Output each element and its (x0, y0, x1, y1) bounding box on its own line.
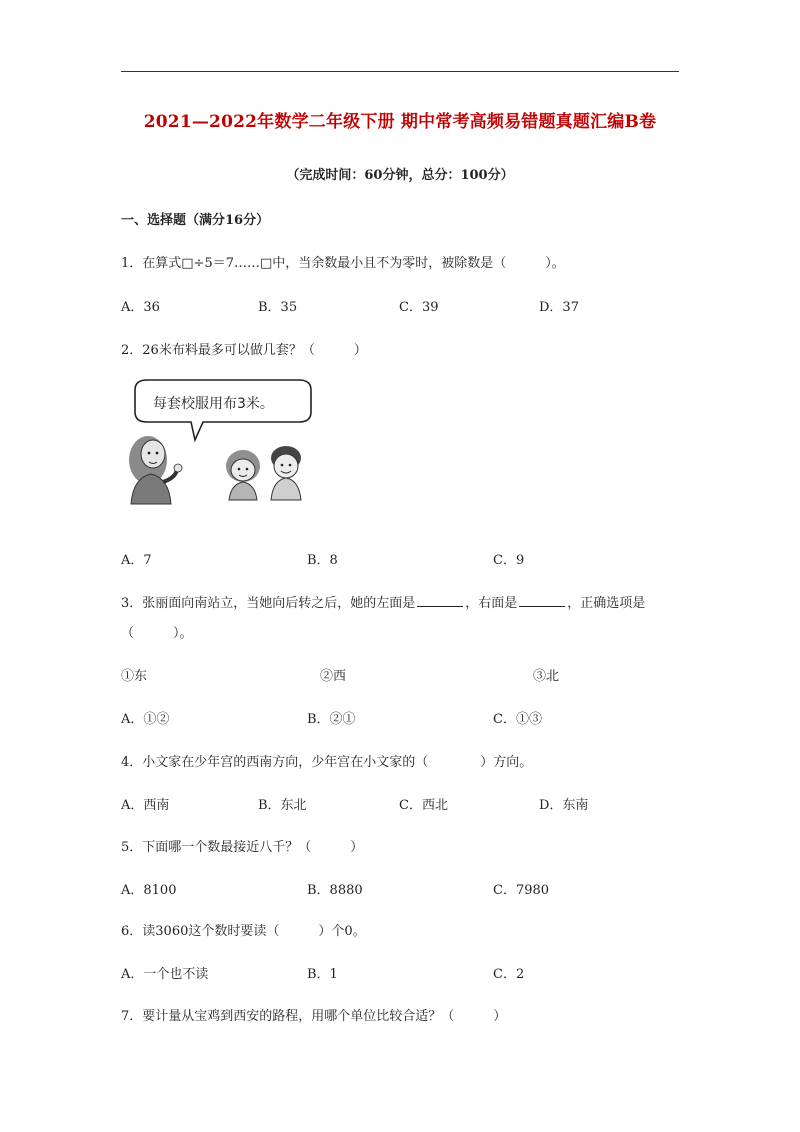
q3-option-c: C．①③ (493, 712, 542, 727)
q5-option-c: C．7980 (493, 883, 550, 898)
q5-option-b: B．8880 (307, 883, 363, 898)
question-6: 6．读3060这个数时要读（ ）个0。 (121, 924, 366, 939)
q3-text-c: ，正确选项是 (567, 596, 646, 611)
section-heading: 一、选择题（满分16分） (121, 213, 270, 228)
q3-option-b: B．②① (307, 712, 356, 727)
q6-option-a: A．一个也不读 (121, 967, 209, 982)
question-3-cont: （ ）。 (121, 626, 193, 641)
q6-option-b: B．1 (307, 967, 338, 982)
q6-option-c: C．2 (493, 967, 525, 982)
q4-option-b: B．东北 (258, 798, 307, 813)
page-title: 2021—2022年数学二年级下册 期中常考高频易错题真题汇编B卷 (143, 112, 657, 132)
q2-option-c: C．9 (493, 553, 525, 568)
q4-option-a: A．西南 (121, 798, 170, 813)
q3-blank-right (519, 594, 565, 607)
boy-figure (271, 446, 301, 500)
q3-option-a: A．①② (121, 712, 170, 727)
question-1: 1．在算式□÷5＝7……□中，当余数最小且不为零时，被除数是（ ）。 (121, 256, 565, 271)
question-3 (121, 592, 645, 611)
q3-choice-3: ③北 (533, 669, 560, 684)
q2-option-a: A．7 (121, 553, 152, 568)
q3-blank-left (417, 594, 463, 607)
school-uniform-illustration (123, 378, 323, 508)
q1-option-d: D．37 (539, 300, 579, 315)
q4-option-d: D．东南 (539, 798, 589, 813)
teacher-figure (129, 436, 182, 504)
header-rule (121, 71, 679, 72)
question-7: 7．要计量从宝鸡到西安的路程，用哪个单位比较合适？（ ） (121, 1009, 507, 1024)
q3-text-b: ，右面是 (465, 596, 518, 611)
speech-bubble-text: 每套校服用布3米。 (153, 396, 274, 412)
q3-choice-1: ①东 (121, 669, 148, 684)
q5-option-a: A．8100 (121, 883, 177, 898)
page-subtitle: （完成时间：60分钟，总分：100分） (286, 168, 514, 183)
q3-text-a: 3．张丽面向南站立，当她向后转之后，她的左面是 (121, 596, 416, 611)
q2-option-b: B．8 (307, 553, 338, 568)
question-2: 2．26米布料最多可以做几套？（ ） (121, 343, 367, 358)
q1-option-a: A．36 (121, 300, 160, 315)
q1-option-c: C．39 (399, 300, 439, 315)
girl-figure (226, 450, 260, 500)
q1-option-b: B．35 (258, 300, 298, 315)
question-5: 5．下面哪一个数最接近八千？（ ） (121, 840, 364, 855)
q3-choice-2: ②西 (320, 669, 347, 684)
q4-option-c: C．西北 (399, 798, 448, 813)
question-4: 4．小文家在少年宫的西南方向，少年宫在小文家的（ ）方向。 (121, 755, 533, 770)
